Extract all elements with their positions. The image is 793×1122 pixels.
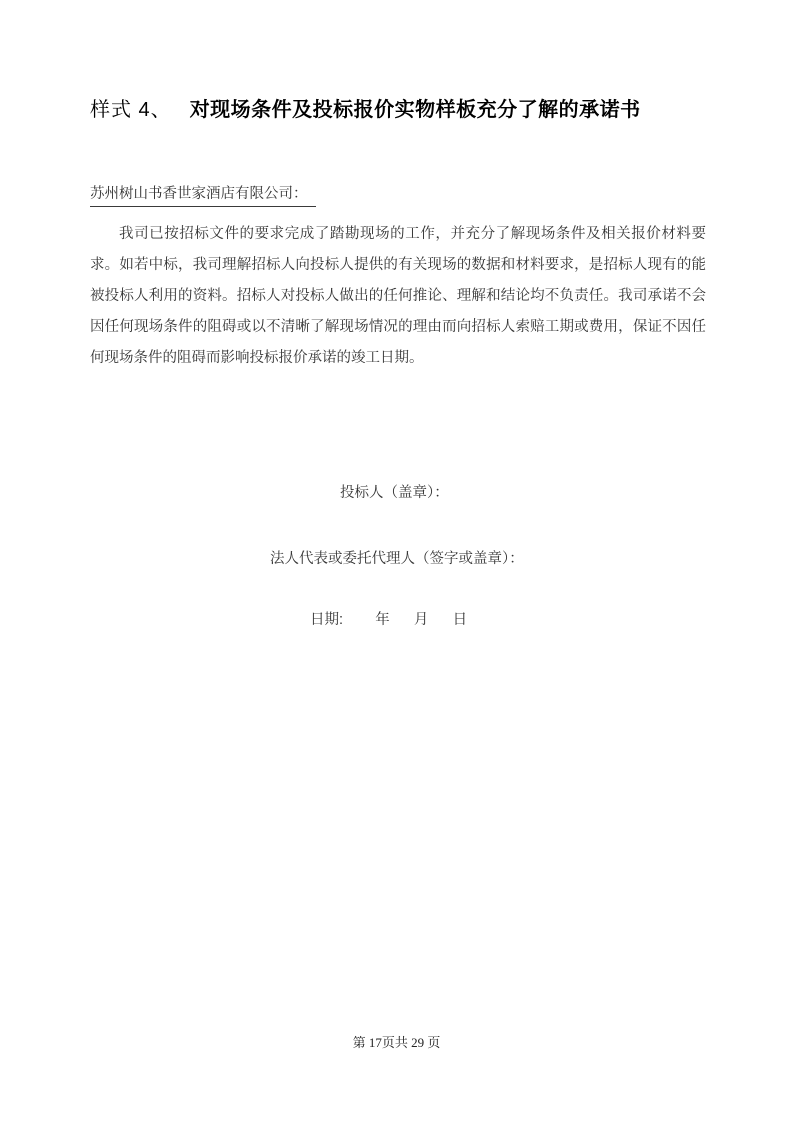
date-line: 日期: 年 月 日	[310, 612, 468, 628]
bidder-seal-label: 投标人（盖章）：	[340, 485, 449, 501]
addressee-company-line: 苏州树山书香世家酒店有限公司：	[90, 184, 316, 207]
legal-representative-signature-label: 法人代表或委托代理人（签字或盖章）：	[270, 551, 524, 567]
commitment-body-paragraph: 我司已按招标文件的要求完成了踏勘现场的工作，并充分了解现场条件及相关报价材料要求。如若中标，我司理解招标人向投标人提供的有关现场的数据和材料要求，是招标人现有的能被投标人利用的资料。招标人对投标人做出的任何推论、理解和结论均不负责任。我司承诺不会因任何现场条件的阻碍或以不清晰了解现场情况的理由而向招标人索赔工期或费用，保证不因任何现场条件的阻碍而影响投标报价承诺的竣工日期。	[90, 226, 706, 366]
page-title	[90, 96, 641, 124]
page-number-footer: 第 17页共 29 页	[352, 1035, 441, 1050]
title-prefix: 样式 4、	[90, 99, 172, 121]
title-main: 对现场条件及投标报价实物样板充分了解的承诺书	[189, 99, 641, 121]
